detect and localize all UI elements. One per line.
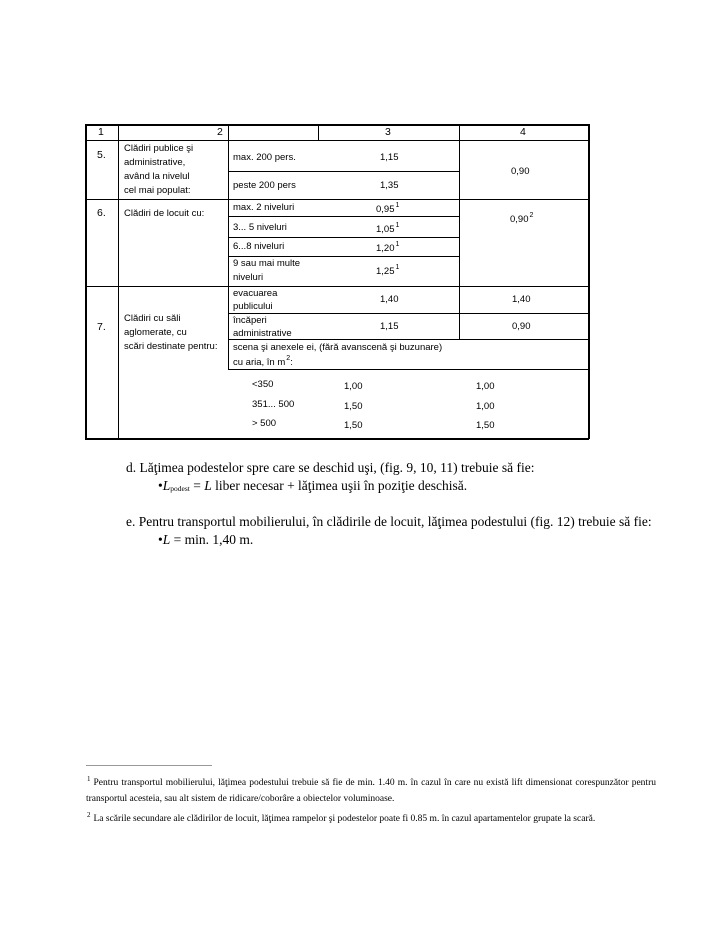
header-bottom-line (85, 140, 589, 141)
col4-line-lower (459, 313, 460, 339)
header-col-3: 3 (385, 126, 391, 138)
formula-d: $•L_{podest} = L$ liber necesar + lăţimea uşii în poziţie deschisă. (158, 478, 468, 493)
row6-sub1-value: 0,95$^1$ (376, 202, 400, 215)
area3-col4: 1,50 (476, 420, 495, 431)
row6-sub1-label: max. 2 niveluri (233, 202, 295, 213)
row6-sub3-value: 1,20$^1$ (376, 241, 400, 254)
col1-line (118, 124, 119, 439)
area1-col4: 1,00 (476, 381, 495, 392)
row5-number: 5. (97, 149, 106, 161)
row5-sub-line (228, 171, 459, 172)
row7-scene-label: scena şi anexele ei, (fără avanscenă şi buzunare) (233, 342, 443, 353)
row5-sub2-value: 1,35 (380, 180, 399, 191)
row6-sub2-label: 3... 5 niveluri (233, 222, 287, 233)
paragraph-d: d. Lăţimea podestelor spre care se deschid uşi, (fig. 9, 10, 11) trebuie să fie: (126, 460, 535, 475)
row6-sub2-value: 1,05$^1$ (376, 222, 400, 235)
header-col-2: 2 (217, 126, 223, 138)
row7-sub1-col4: 1,40 (512, 294, 531, 305)
area3-value: 1,50 (344, 420, 363, 431)
row7-sub-line-1 (228, 313, 589, 314)
row5-bottom-line (85, 199, 589, 200)
row6-sub-line-1 (228, 216, 459, 217)
row6-sub-line-3 (228, 256, 459, 257)
row6-sub4-label-line2: niveluri (233, 272, 264, 283)
row7-desc-line3: scări destinate pentru: (124, 341, 218, 352)
table-bottom-border (85, 438, 589, 440)
footnote-separator (86, 765, 212, 766)
area2-value: 1,50 (344, 401, 363, 412)
row7-sub1-label-line1: evacuarea (233, 288, 278, 299)
row5-sub1-label: max. 200 pers. (233, 152, 296, 163)
formula-e: •L = min. 1,40 m. (158, 532, 254, 547)
col4-line (459, 124, 460, 313)
area1-label: <350 (252, 379, 274, 390)
row6-sub3-label: 6...8 niveluri (233, 241, 285, 252)
header-col-1: 1 (98, 126, 104, 138)
row7-sub2-value: 1,15 (380, 321, 399, 332)
row7-sub1-label-line2: publicului (233, 301, 273, 312)
row6-bottom-line (85, 286, 589, 287)
row7-sub2-label-line2: administrative (233, 328, 292, 339)
row6-sub4-label-line1: 9 sau mai multe (233, 258, 301, 269)
row7-sub2-col4: 0,90 (512, 321, 531, 332)
row6-sub-line-2 (228, 237, 459, 238)
row7-scene-label-area: cu aria, în $m^2$: (233, 355, 293, 368)
row6-sub4-value: 1,25$^1$ (376, 264, 400, 277)
row5-desc-line1: Clădiri publice şi (124, 143, 194, 154)
table-top-border (85, 124, 589, 126)
row7-sub-line-3 (228, 369, 589, 370)
footnote-2: $^2$ La scările secundare ale clădirilor de locuit, lăţimea rampelor şi podestelor poate fi 0.85 m. în cazul apartamentelor grupate la scară. (87, 811, 596, 824)
row5-desc-line2: administrative, (124, 157, 186, 168)
row6-desc: Clădiri de locuit cu: (124, 208, 205, 219)
area3-label: > 500 (252, 418, 277, 429)
header-col3-line (318, 124, 319, 140)
row7-sub1-value: 1,40 (380, 294, 399, 305)
row5-desc-line4: cel mai populat: (124, 185, 191, 196)
row5-sub2-label: peste 200 pers (233, 180, 296, 191)
header-col-4: 4 (520, 126, 526, 138)
row7-desc-line2: aglomerate, cu (124, 327, 187, 338)
footnote-1: $^1$ Pentru transportul mobilierului, lăţimea podestului trebuie să fie de min. 1.40 m. în cazul în care nu există lift dimensionat corespunzător pentru transportul acesteia, sau alt sistem de ridicare/coborâre a obiectelor voluminoase. (86, 775, 656, 804)
area2-col4: 1,00 (476, 401, 495, 412)
row5-sub1-value: 1,15 (380, 152, 399, 163)
row5-col4-value: 0,90 (511, 166, 530, 177)
paragraph-e: e. Pentru transportul mobilierului, în clădirile de locuit, lăţimea podestului (fig. 12) trebuie să fie: (126, 514, 652, 529)
col2-line (228, 124, 229, 369)
area1-value: 1,00 (344, 381, 363, 392)
row6-col4-value: 0,90$^2$ (510, 212, 534, 225)
area2-label: 351... 500 (252, 399, 295, 410)
row6-number: 6. (97, 207, 106, 219)
table-right-border (588, 124, 590, 439)
table-left-border (85, 124, 87, 439)
row5-desc-line3: având la nivelul (124, 171, 190, 182)
row7-sub-line-2 (228, 339, 589, 340)
row7-sub2-label-line1: încăperi (233, 315, 267, 326)
row7-desc-line1: Clădiri cu săli (124, 313, 181, 324)
row7-number: 7. (97, 321, 106, 333)
